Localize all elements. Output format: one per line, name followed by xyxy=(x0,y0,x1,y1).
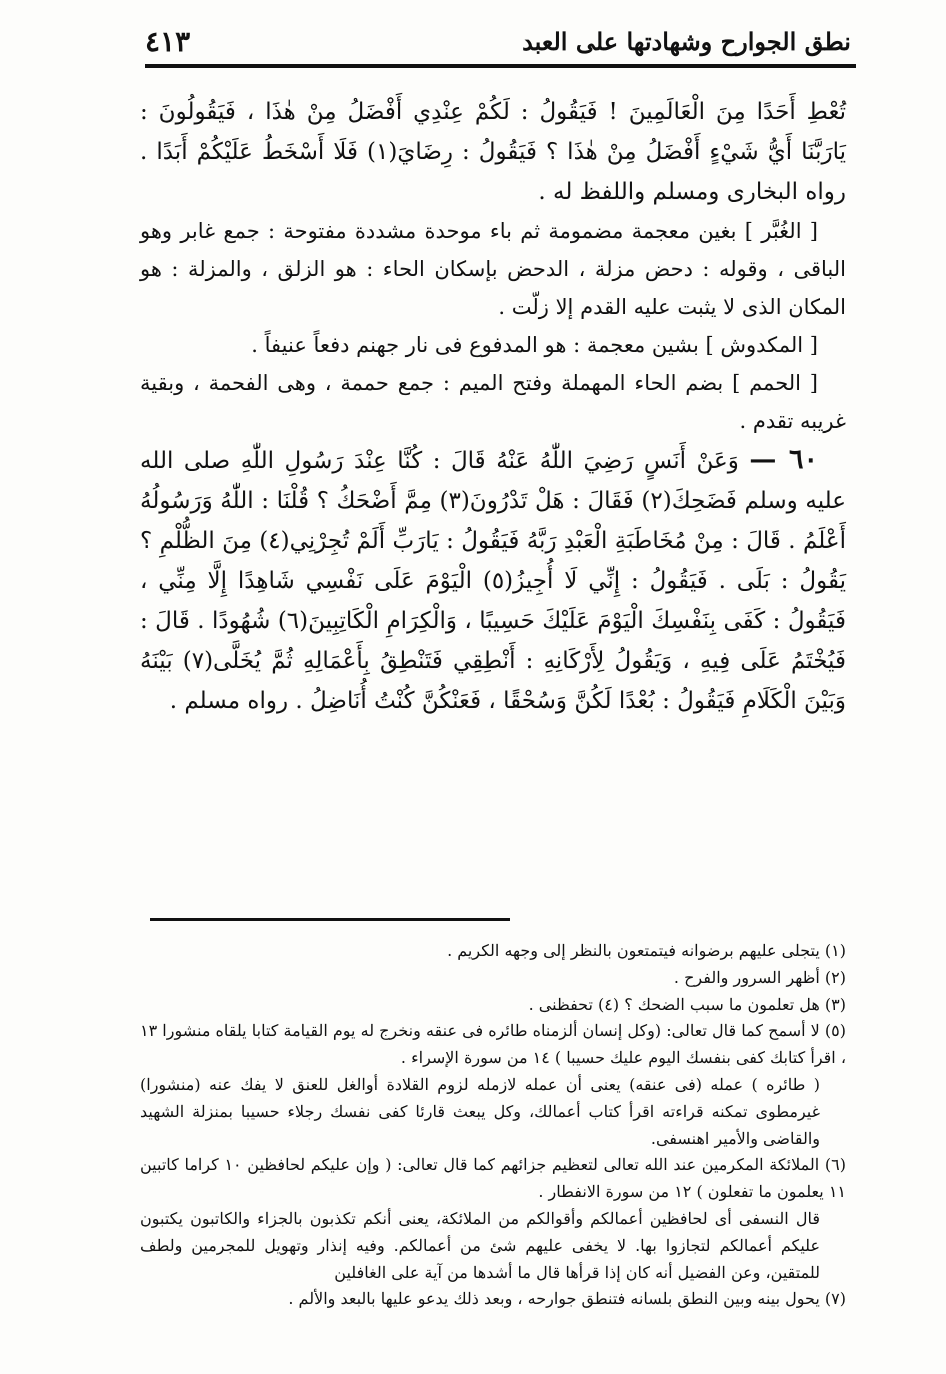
hadith-text: وَعَنْ أَنَسٍ رَضِيَ اللّٰهُ عَنْهُ قَالَ : كُنَّا عِنْدَ رَسُولِ اللّٰهِ صلى الله عليه وسلم فَضَحِكَ(٢) فَقَالَ : هَلْ تَدْرُونَ(٣) مِمَّ أَضْحَكُ ؟ قُلْنَا : اللّٰهُ وَرَسُولُهُ أَعْلَمُ . قَالَ : مِنْ مُخَاطَبَةِ الْعَبْدِ رَبَّهُ فَيَقُولُ : يَارَبِّ أَلَمْ تُجِرْنِي(٤) مِنَ الظُّلْمِ ؟ يَقُولُ : بَلَى . فَيَقُولُ : إِنِّي لَا أُجِيزُ(٥) الْيَوْمَ عَلَى نَفْسِي شَاهِدًا إِلَّا مِنِّي ، فَيَقُولُ : كَفَى بِنَفْسِكَ الْيَوْمَ عَلَيْكَ حَسِيبًا ، وَالْكِرَامِ الْكَاتِبِينَ(٦) شُهُودًا . قَالَ : فَيُخْتَمُ عَلَى فِيهِ ، وَيَقُولُ لِأَرْكَانِهِ : أَنْطِقِي فَتَنْطِقُ بِأَعْمَالِهِ ثُمَّ يُخَلَّى(٧) بَيْنَهُ وَبَيْنَ الْكَلَامِ فَيَقُولُ : بُعْدًا لَكُنَّ وَسُحْقًا ، فَعَنْكُنَّ كُنْتُ أُنَاضِلُ . رواه مسلم . xyxy=(140,448,846,714)
footnote-6: (٦) الملائكة المكرمين عند الله تعالى لتعظيم جزائهم كما قال تعالى: ( وإن عليكم لحافظين ١٠ كراما كاتبين ١١ يعلمون ما تفعلون ) ١٢ من سورة الانفطار . xyxy=(140,1155,846,1202)
page-number: ٤١٣ xyxy=(145,24,191,58)
running-title: نطق الجوارح وشهادتها على العبد xyxy=(522,26,851,56)
hadith-60 xyxy=(140,440,846,721)
header-rule xyxy=(145,64,856,68)
gloss-humam: [ الحمم ] بضم الحاء المهملة وفتح الميم : جمع حممة ، وهى الفحمة ، وبقية غريبه تقدم . xyxy=(140,371,846,433)
footnote-2: (٢) أظهر السرور والفرح . xyxy=(673,967,846,987)
footnote-5: (٥) لا أسمح كما قال تعالى: (وكل إنسان ألزمناه طائره فى عنقه ونخرج له يوم القيامة كتابا يلقاه منشورا ١٣ ، اقرأ كتابك كفى بنفسك اليوم عليك حسيبا ) ١٤ من سورة الإسراء . xyxy=(140,1021,846,1068)
gloss-makdush: [ المكدوش ] بشين معجمة : هو المدفوع فى نار جهنم دفعاً عنيفاً . xyxy=(251,333,818,357)
footnote-3-4: (٣) هل تعلمون ما سبب الضحك ؟ (٤) تحفظنى . xyxy=(528,994,846,1014)
main-text xyxy=(140,92,846,721)
running-header xyxy=(145,18,851,64)
footnote-7: (٧) يحول بينه وبين النطق بلسانه فتنطق جوارحه ، وبعد ذلك يدعو عليها بالبعد والألم . xyxy=(288,1289,846,1309)
footnote-6-commentary: قال النسفى أى لحافظين أعمالكم وأقوالكم من الملائكة، يعنى أنكم تكذبون بالجزاء والكاتبون يكتبون عليكم أعمالكم لتجازوا بها. لا يخفى عليهم شئ من أعمالكم. وفيه إنذار وتهويل للمجرمين ولطف للمتقين، وعن الفضيل أنه كان إذا قرأها قال ما أشدها من آية على الغافلين xyxy=(140,1208,820,1282)
footnote-1: (١) يتجلى عليهم برضوانه فيتمتعون بالنظر إلى وجهه الكريم . xyxy=(447,941,846,960)
gloss-ghubbar: [ الغُبَّر ] بغين معجمة مضمومة ثم باء موحدة مشددة مفتوحة : جمع غابر وهو الباقى ، وقوله : دحض مزلة ، الدحض بإسكان الحاء : هو الزلق ، والمزلة : هو المكان الذى لا يثبت عليه القدم إلا زلّت . xyxy=(140,219,846,319)
footnotes xyxy=(140,938,846,1313)
paragraph-hadith-continuation: تُعْطِ أَحَدًا مِنَ الْعَالَمِينَ ! فَيَقُولُ : لَكُمْ عِنْدِي أَفْضَلُ مِنْ هٰذَا ، فَيَقُولُونَ : يَارَبَّنَا أَيُّ شَيْءٍ أَفْضَلُ مِنْ هٰذَا ؟ فَيَقُولُ : رِضَايَ(١) فَلَا أَسْخَطُ عَلَيْكُمْ أَبَدًا . رواه البخارى ومسلم واللفظ له . xyxy=(140,99,846,205)
hadith-number: ٦٠ — xyxy=(749,444,818,475)
footnote-separator xyxy=(150,918,510,921)
footnote-5-commentary: ( طائره ) عمله (فى عنقه) يعنى أن عمله لازمله لزوم القلادة أوالغل للعنق لا يفك عنه (منشورا) غيرمطوى تمكنه قراءته اقرأ كتاب أعمالك، وكل يبعث قارئا كفى نفسك رجلاء حسيبا بمنزلة الشهيد والقاضى والأمير اهنسفى. xyxy=(140,1074,820,1148)
